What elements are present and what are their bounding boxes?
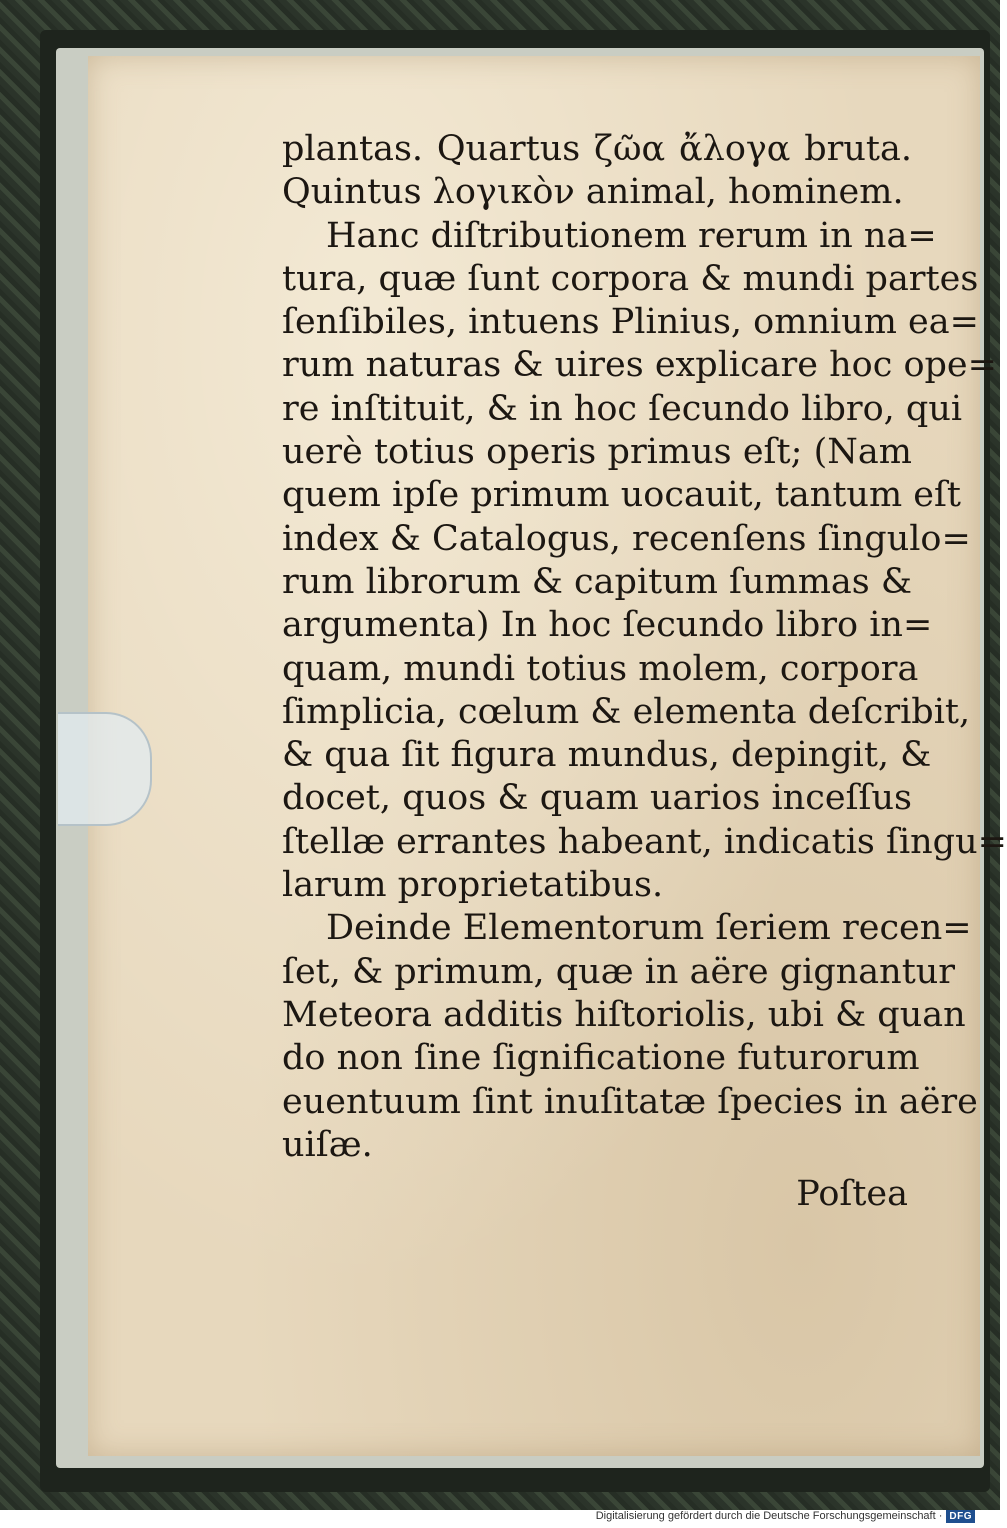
- text-line: Quintus λογικὸν animal, hominem.: [282, 172, 904, 213]
- dfg-logo-icon: DFG: [946, 1510, 975, 1523]
- digitization-footer: [596, 1506, 975, 1526]
- text-line: re inſtituit, & in hoc ſecundo libro, qui: [282, 388, 963, 429]
- text-line: ſimplicia, cœlum & elementa deſcribit,: [282, 691, 971, 732]
- text-line: euentuum ſint inuſitatæ ſpecies in aëre: [282, 1081, 978, 1122]
- page-text: [282, 128, 1007, 1167]
- text-line: argumenta) In hoc ſecundo libro in=: [282, 605, 933, 646]
- text-line: do non ſine ſignificatione futurorum: [282, 1038, 920, 1079]
- catchword: Poſtea: [796, 1174, 908, 1214]
- text-line: uerè totius operis primus eſt; (Nam: [282, 432, 912, 473]
- text-line: quam, mundi totius molem, corpora: [282, 648, 919, 689]
- text-line: docet, quos & quam uarios inceſſus: [282, 778, 912, 819]
- footer-credit-text: Digitalisierung gefördert durch die Deutsche Forschungsgemeinschaft ·: [595, 1510, 943, 1522]
- text-line: larum proprietatibus.: [282, 865, 664, 906]
- text-line: plantas. Quartus ζῶα ἄλογα bruta.: [282, 129, 912, 169]
- text-line: & qua ſit figura mundus, depingit, &: [282, 735, 932, 776]
- text-line: Deinde Elementorum ſeriem recen=: [326, 908, 972, 949]
- text-line: index & Catalogus, recenſens ſingulo=: [282, 518, 971, 559]
- text-line: Hanc diſtributionem rerum in na=: [326, 215, 937, 256]
- text-line: ſet, & primum, quæ in aëre gignantur: [282, 951, 956, 992]
- text-line: Meteora additis hiſtoriolis, ubi & quan: [282, 994, 966, 1035]
- text-line: tura, quæ ſunt corpora & mundi partes: [282, 258, 979, 299]
- text-line: uiſæ.: [282, 1124, 373, 1165]
- text-line: quem ipſe primum uocauit, tantum eſt: [282, 475, 961, 516]
- page-tab-marker: [58, 712, 152, 826]
- text-line: rum naturas & uires explicare hoc ope=: [282, 345, 997, 386]
- text-line: ſtellæ errantes habeant, indicatis ſingu=: [282, 821, 1007, 862]
- text-line: ſenſibiles, intuens Plinius, omnium ea=: [282, 302, 979, 343]
- text-line: rum librorum & capitum ſummas &: [282, 561, 913, 602]
